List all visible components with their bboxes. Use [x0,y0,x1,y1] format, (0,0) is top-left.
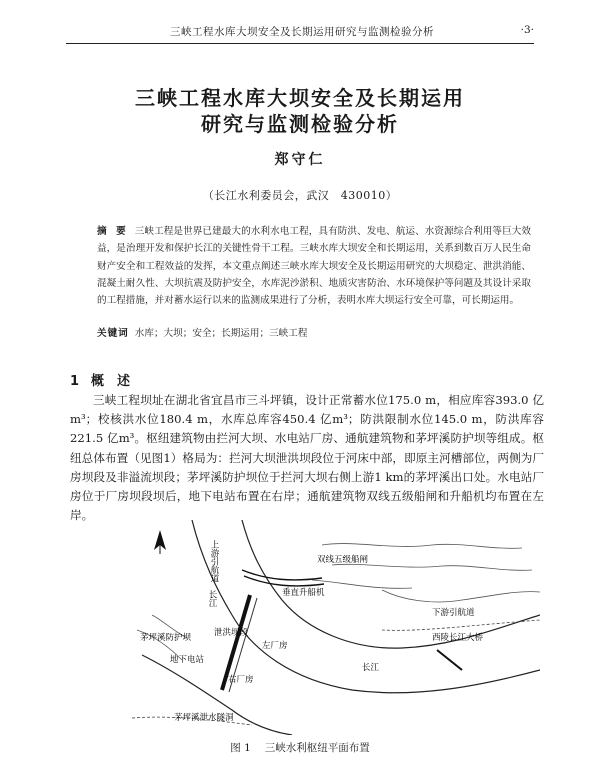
bridge-line [437,650,462,670]
label-maopingxi-dam: 茅坪溪防护坝 [140,633,192,643]
section-title: 概 述 [91,374,131,389]
label-left-powerhouse: 左厂房 [262,641,288,651]
author-name: 郑守仁 [274,152,326,168]
paragraph-text: 三峡工程坝址在湖北省宜昌市三斗坪镇，设计正常蓄水位175.0 m，相应库容393.0 亿m³；校核洪水位180.4 m，水库总库容450.4 亿m³；防洪限制水位145.0 m，防洪库容221.5 亿m³。枢纽建筑物由拦河大坝、水电站厂房、通航建筑物和茅坪溪防护坝等组成。枢纽总体布置（见图1）格局为：拦河大坝泄洪坝段位于河床中部，即原主河槽部位，两侧为厂房坝段及非溢流坝段；茅坪溪防护坝位于拦河大坝右侧上游1 km的茅坪溪出口处。水电站厂房位于厂房坝段坝后，地下电站布置在右岸；通航建筑物双线五级船闸和升船机均布置在左岸。 [70,393,544,523]
label-yangtze-right: 长江 [362,663,380,673]
label-right-powerhouse: 右厂房 [228,675,254,685]
article-title-line-1: 三峡工程水库大坝安全及长期运用 [135,86,465,110]
label-ship-lock: 双线五级船闸 [317,555,369,565]
abstract [97,223,531,309]
article-title-line-2: 研究与监测检验分析 [201,112,399,136]
body-paragraph [70,391,544,525]
author-affiliation: （长江水利委员会，武汉 430010） [202,189,398,202]
abstract-label: 摘 要 [97,226,129,237]
river-banks [142,520,540,735]
label-downstream-channel: 下游引航道 [432,608,475,618]
keywords-label: 关键词 [97,328,129,339]
header-rule [66,43,534,44]
site-plan-map [132,520,540,735]
running-title: 三峡工程水库大坝安全及长期运用研究与监测检验分析 [170,26,434,38]
abstract-text: 三峡工程是世界已建最大的水利水电工程，具有防洪、发电、航运、水资源综合利用等巨大效益，是治理开发和保护长江的关键性骨干工程。三峡水库大坝安全和长期运用，关系到数百万人民生命财产安全和工程效益的发挥，本文重点阐述三峡水库大坝安全及长期运用研究的大坝稳定、泄洪消能、混凝土耐久性、大坝抗震及防护安全，水库泥沙淤积、地质灾害防治、水环境保护等问题及其设计采取的工程措施，并对蓄水运行以来的监测成果进行了分析，表明水库大坝运行安全可靠，可长期运用。 [97,226,531,307]
label-ship-lift: 垂直升船机 [282,588,325,598]
section-number: 1 [70,374,80,389]
label-xiling-bridge: 西陵长江大桥 [432,633,484,643]
ship-lock-structure [242,570,324,586]
figure-caption-text: 三峡水利枢纽平面布置 [264,742,370,754]
label-yangtze-left: 长江 [207,590,217,607]
north-arrow-icon [154,530,166,554]
label-upstream-channel: 上游引航道 [209,540,219,583]
keywords [97,325,531,339]
keywords-text: 水库；大坝；安全；长期运用；三峡工程 [134,328,308,339]
figure-number: 图 1 [230,742,251,754]
page-number: ·3· [520,24,534,36]
label-spillway: 泄洪坝段 [214,628,249,638]
figure-caption [0,740,600,755]
figure-1-site-plan [132,520,540,735]
section-heading [70,370,130,389]
label-maopingxi-tunnel: 茅坪溪泄水隧洞 [174,713,234,723]
running-header [66,24,534,44]
label-underground-station: 地下电站 [170,655,205,665]
